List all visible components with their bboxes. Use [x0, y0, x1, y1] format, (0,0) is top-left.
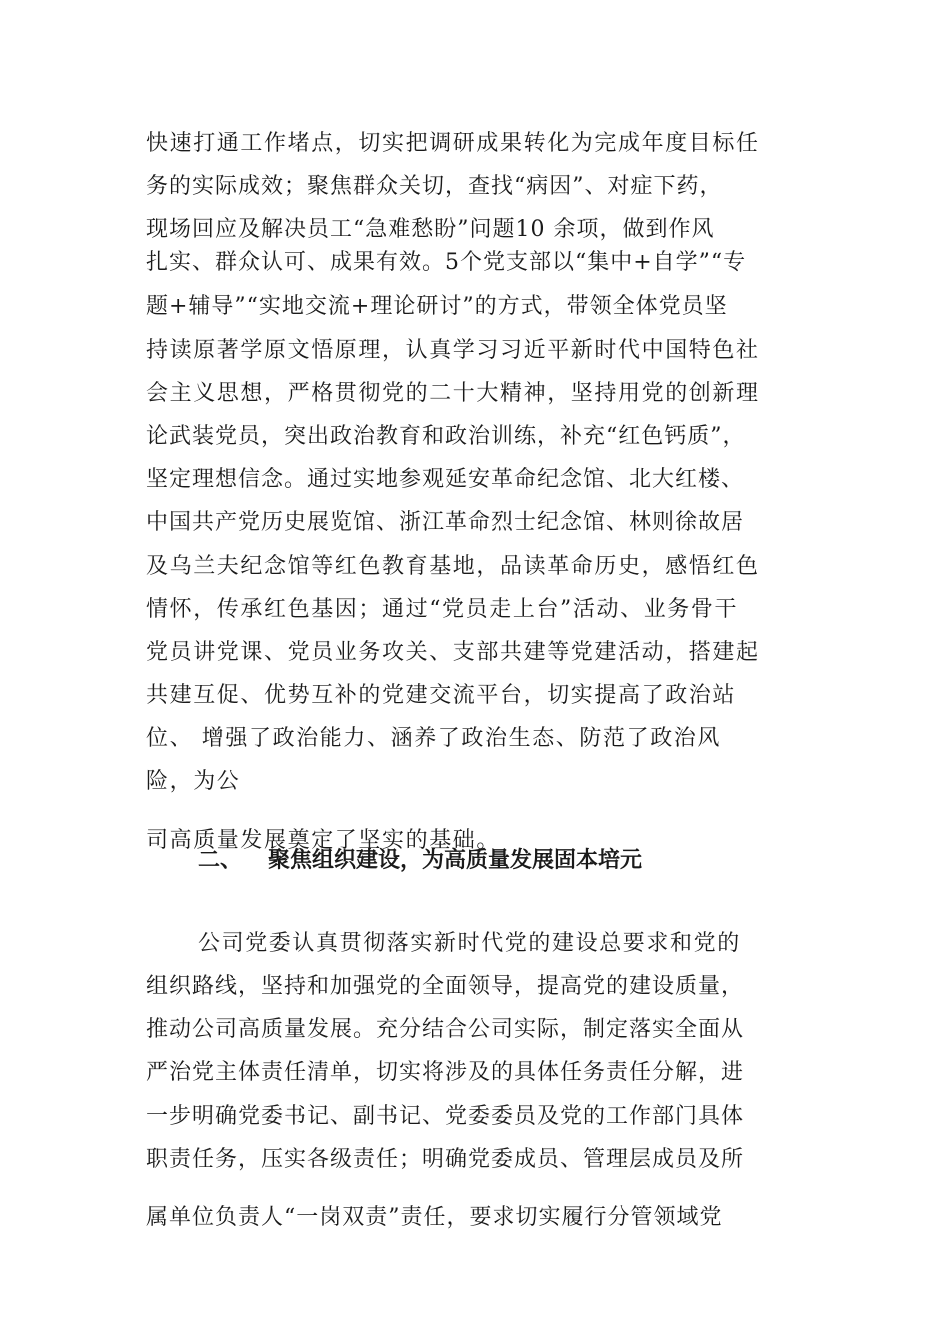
paragraph-line: 中国共产党历史展览馆、浙江革命烈士纪念馆、林则徐故居	[146, 510, 745, 535]
paragraph-line: 职责任务，压实各级责任；明确党委成员、管理层成员及所	[146, 1147, 745, 1172]
paragraph-line: 论武装党员，突出政治教育和政治训练，补充“红色钙质”，	[146, 424, 746, 449]
paragraph-line: 公司党委认真贯彻落实新时代党的建设总要求和党的	[198, 931, 741, 956]
paragraph-line: 险，为公	[146, 769, 241, 794]
section-title: 聚焦组织建设，为高质量发展固本培元	[268, 848, 643, 873]
paragraph-line: 扎实、群众认可、成果有效。5个党支部以“集中+自学”“专	[146, 250, 747, 275]
paragraph-line: 会主义思想，严格贯彻党的二十大精神，坚持用党的创新理	[146, 381, 760, 406]
paragraph-line: 务的实际成效；聚焦群众关切，查找“病因”、对症下药，	[146, 174, 723, 199]
paragraph-line: 属单位负责人“一岗双责”责任，要求切实履行分管领域党	[146, 1205, 723, 1230]
paragraph-line: 一步明确党委书记、副书记、党委委员及党的工作部门具体	[146, 1104, 745, 1129]
paragraph-line: 情怀，传承红色基因；通过“党员走上台”活动、业务骨干	[146, 597, 739, 622]
section-heading	[198, 846, 642, 876]
paragraph-line: 共建互促、优势互补的党建交流平台，切实提高了政治站	[146, 683, 737, 708]
paragraph-line: 位、 增强了政治能力、涵养了政治生态、防范了政治风	[146, 726, 721, 751]
paragraph-line: 及乌兰夫纪念馆等红色教育基地，品读革命历史，感悟红色	[146, 554, 760, 579]
paragraph-line: 持读原著学原文悟原理，认真学习习近平新时代中国特色社	[146, 338, 760, 363]
paragraph-line: 快速打通工作堵点，切实把调研成果转化为完成年度目标任	[146, 131, 760, 156]
section-number: 二、	[198, 848, 243, 873]
paragraph-line: 司高质量发展奠定了坚实的基础。	[146, 828, 501, 853]
paragraph-line: 坚定理想信念。通过实地参观延安革命纪念馆、北大红楼、	[146, 467, 745, 492]
paragraph-line: 题+辅导”“实地交流+理论研讨”的方式，带领全体党员坚	[146, 294, 728, 319]
paragraph-line: 严治党主体责任清单，切实将涉及的具体任务责任分解，进	[146, 1060, 745, 1085]
paragraph-line: 组织路线，坚持和加强党的全面领导，提高党的建设质量，	[146, 974, 745, 999]
paragraph-line: 推动公司高质量发展。充分结合公司实际，制定落实全面从	[146, 1017, 745, 1042]
paragraph-line: 现场回应及解决员工“急难愁盼”问题10 余项，做到作风	[146, 217, 715, 242]
paragraph-line: 党员讲党课、党员业务攻关、支部共建等党建活动，搭建起	[146, 640, 760, 665]
